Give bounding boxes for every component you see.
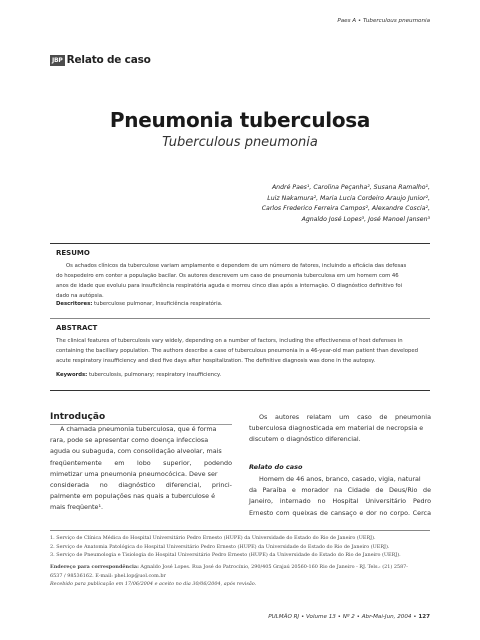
intro-line: rara, pode se apresentar como doença infecciosa (50, 436, 209, 445)
abstract-line: acute respiratory insufficiency and died five days after hospitalization. The definitive diagnosis was done in the autopsy. (56, 358, 376, 364)
author-list (170, 183, 430, 225)
abstract-text (56, 336, 426, 366)
abstract-keywords-text: tuberculosis, pulmonary; respiratory insufficiency. (87, 372, 222, 378)
intro-line: mimetizar uma pneumonia pneumocócica. Deve ser (50, 469, 218, 478)
article-subtitle: Tuberculous pneumonia (162, 135, 318, 150)
author-line: Luiz Nakamura², Maria Lucia Cordeiro Araujo Junior², (267, 194, 430, 202)
correspondence (50, 563, 430, 589)
right-body-a (249, 412, 431, 446)
resumo-keywords-label: Descritores: (56, 301, 93, 307)
running-head: Paes A • Tuberculous pneumonia (337, 18, 430, 24)
footnote-rule (50, 530, 430, 531)
resumo-line: anos de idade que evoluiu para insuficiência respiratória aguda e morreu cinco dias após a internação. O diagnóstico definitivo foi (56, 283, 403, 289)
correspondence-line: 6537 / 98536162. E-mail: phel.lop@uol.com.br (50, 572, 166, 579)
right-body-b (249, 474, 431, 519)
case-heading: Relato do caso (249, 463, 303, 471)
intro-line: mais freqüente¹. (50, 503, 104, 512)
received-date: Recebido para publicação em 17/06/2004 e aceito no dia 30/06/2004, após revisão. (50, 581, 257, 587)
intro-line: considerada no diagnóstico diferencial, princi- (50, 481, 232, 490)
right-line: Homem de 46 anos, branco, casado, vigia, natural (259, 475, 421, 483)
page-footer (268, 614, 430, 620)
resumo-keywords-text: tuberculose pulmonar, Insuficiência respiratória. (92, 301, 223, 307)
resumo-line: Os achados clínicos da tuberculose variam amplamente e dependem de um número de fatores, incluindo a eficácia das defesas (66, 263, 407, 269)
right-line: Ernesto com queixas de cansaço e dor no corpo. Cerca (249, 508, 431, 517)
right-line: tuberculosa diagnosticada em material de necropsia e (249, 424, 424, 433)
intro-line: palmente em populações nas quais a tuberculose é (50, 492, 216, 501)
author-line: Carlos Frederico Ferreira Campos², Alexandre Coscia², (261, 205, 430, 212)
intro-heading: Introdução (50, 412, 106, 422)
abstract-line: The clinical features of tuberculosis vary widely, depending on a number of factors, including the effectiveness of host defenses in (56, 338, 403, 344)
abstract-line: containing the bacillary population. The authors describe a case of tuberculous pneumonia in a 46-year-old man patient than developed (56, 348, 418, 354)
journal-badge: JBP (52, 56, 63, 64)
resumo-heading: RESUMO (56, 249, 90, 257)
footnotes (50, 534, 430, 560)
journal-name: PULMÃO RJ (268, 614, 300, 620)
abstract-heading: ABSTRACT (56, 324, 98, 332)
issue-info: • Volume 13 • Nº 2 • Abr-Mai-Jun, 2004 • (299, 614, 417, 620)
abstract-divider (50, 318, 430, 319)
resumo-keywords (56, 301, 426, 307)
intro-line: aguda ou subaguda, com consolidação alveolar, mais (50, 447, 222, 456)
page-number: 127 (418, 614, 430, 620)
footnote: 1. Serviço de Clínica Médica do Hospital Universitário Pedro Ernesto (HUPE) da Universidade do Estado do Rio de Janeiro (UERJ). (50, 535, 376, 541)
section-label (50, 54, 151, 66)
section-label-text: Relato de caso (66, 54, 151, 66)
article-title: Pneumonia tuberculosa (109, 108, 371, 132)
resumo-text (56, 261, 426, 301)
author-line: André Paes¹, Carolina Peçanha², Susana Ramalho¹, (271, 184, 430, 191)
intro-body (50, 424, 232, 514)
abstract-keywords-label: Keywords: (56, 372, 88, 378)
right-line: da Paraíba e morador na Cidade de Deus/Rio de (249, 486, 431, 495)
correspondence-line: Endereço para correspondência: Agnaldo José Lopes. Rua José do Patrocínio, 290/405 Grajaú 20560-160 Rio de Janeiro - RJ. Tels.: (21) 2587- (50, 564, 408, 570)
author-line: Agnaldo José Lopes³, José Manoel Jansen³ (301, 215, 430, 223)
footnote: 3. Serviço de Pneumologia e Tisiologia do Hospital Universitário Pedro Ernesto (HUPE) da Universidade do Estado do Rio de Janeiro (UERJ). (50, 552, 401, 558)
abstract-bottom-rule (50, 390, 430, 391)
correspondence-label: Endereço para correspondência: (50, 564, 139, 570)
right-line: Os autores relatam um caso de pneumonia (259, 413, 431, 421)
abstract-keywords (56, 372, 426, 378)
resumo-line: do hospedeiro em conter a população bacilar. Os autores descrevem um caso de pneumonia tuberculosa em um homem com 46 (56, 273, 399, 279)
abstract-top-rule (50, 243, 430, 244)
resumo-line: dado na autópsia. (56, 293, 104, 299)
intro-line: A chamada pneumonia tuberculosa, que é forma (60, 425, 217, 433)
intro-line: freqüentemente em lobo superior, podendo (50, 458, 232, 467)
footnote: 2. Serviço de Anatomia Patológica do Hospital Universitário Pedro Ernesto (HUPE) da Universidade do Estado do Rio de Janeiro (UERJ). (50, 543, 390, 550)
right-line: discutem o diagnóstico diferencial. (249, 435, 361, 444)
right-line: Janeiro, internado no Hospital Universitário Pedro (249, 497, 431, 506)
